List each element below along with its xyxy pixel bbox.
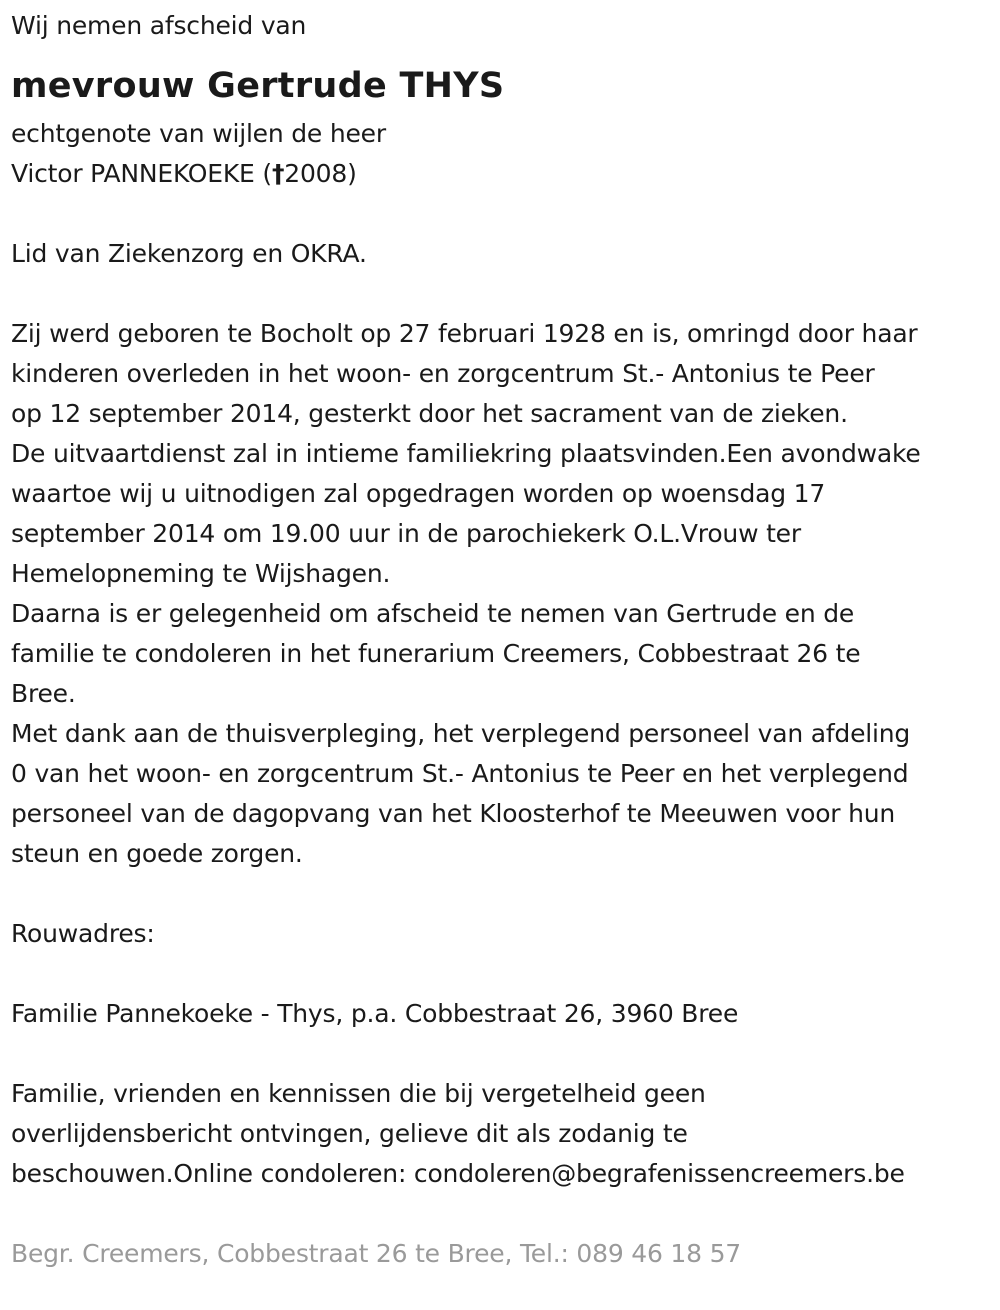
body-line: Daarna is er gelegenheid om afscheid te nemen van Gertrude en de [11,599,855,628]
body-line: familie te condoleren in het funerarium Creemers, Cobbestraat 26 te [11,639,861,668]
cross-icon: † [271,159,285,188]
obituary-notice [11,6,996,1274]
rouwadres-address: Familie Pannekoeke - Thys, p.a. Cobbestraat 26, 3960 Bree [11,999,739,1028]
body-line: september 2014 om 19.00 uur in de parochiekerk O.L.Vrouw ter [11,519,801,548]
body-line: 0 van het woon- en zorgcentrum St.- Antonius te Peer en het verplegend [11,759,909,788]
body-line: Bree. [11,679,76,708]
body-line: personeel van de dagopvang van het Kloosterhof te Meeuwen voor hun [11,799,896,828]
body-line: Met dank aan de thuisverpleging, het verplegend personeel van afdeling [11,719,911,748]
spouse-name: Victor PANNEKOEKE ( [11,159,272,188]
body-line: De uitvaartdienst zal in intieme familiekring plaatsvinden.Een avondwake [11,439,921,468]
spouse-year: 2008) [284,159,357,188]
spacer [11,194,996,234]
funeral-home-footer: Begr. Creemers, Cobbestraat 26 te Bree, Tel.: 089 46 18 57 [11,1239,742,1268]
body-line: op 12 september 2014, gesterkt door het sacrament van de zieken. [11,399,848,428]
body-line: Hemelopneming te Wijshagen. [11,559,391,588]
rouwadres-label: Rouwadres: [11,919,155,948]
closing-line: beschouwen.Online condoleren: condoleren@begrafenissencreemers.be [11,1159,905,1188]
membership-text: Lid van Ziekenzorg en OKRA. [11,239,367,268]
spouse-relation: echtgenote van wijlen de heer [11,119,386,148]
spacer [11,274,996,314]
closing-text [11,1074,996,1194]
deceased-name: mevrouw Gertrude THYS [11,66,505,106]
spacer [11,874,996,914]
body-line: kinderen overleden in het woon- en zorgcentrum St.- Antonius te Peer [11,359,875,388]
spouse-line [11,154,996,194]
body-line: waartoe wij u uitnodigen zal opgedragen worden op woensdag 17 [11,479,826,508]
closing-line: overlijdensbericht ontvingen, gelieve dit als zodanig te [11,1119,688,1148]
body-line: steun en goede zorgen. [11,839,303,868]
intro-text: Wij nemen afscheid van [11,11,307,40]
spacer [11,1194,996,1234]
spacer [11,1034,996,1074]
spacer [11,954,996,994]
closing-line: Familie, vrienden en kennissen die bij vergetelheid geen [11,1079,706,1108]
body-text [11,314,996,874]
body-line: Zij werd geboren te Bocholt op 27 februari 1928 en is, omringd door haar [11,319,918,348]
